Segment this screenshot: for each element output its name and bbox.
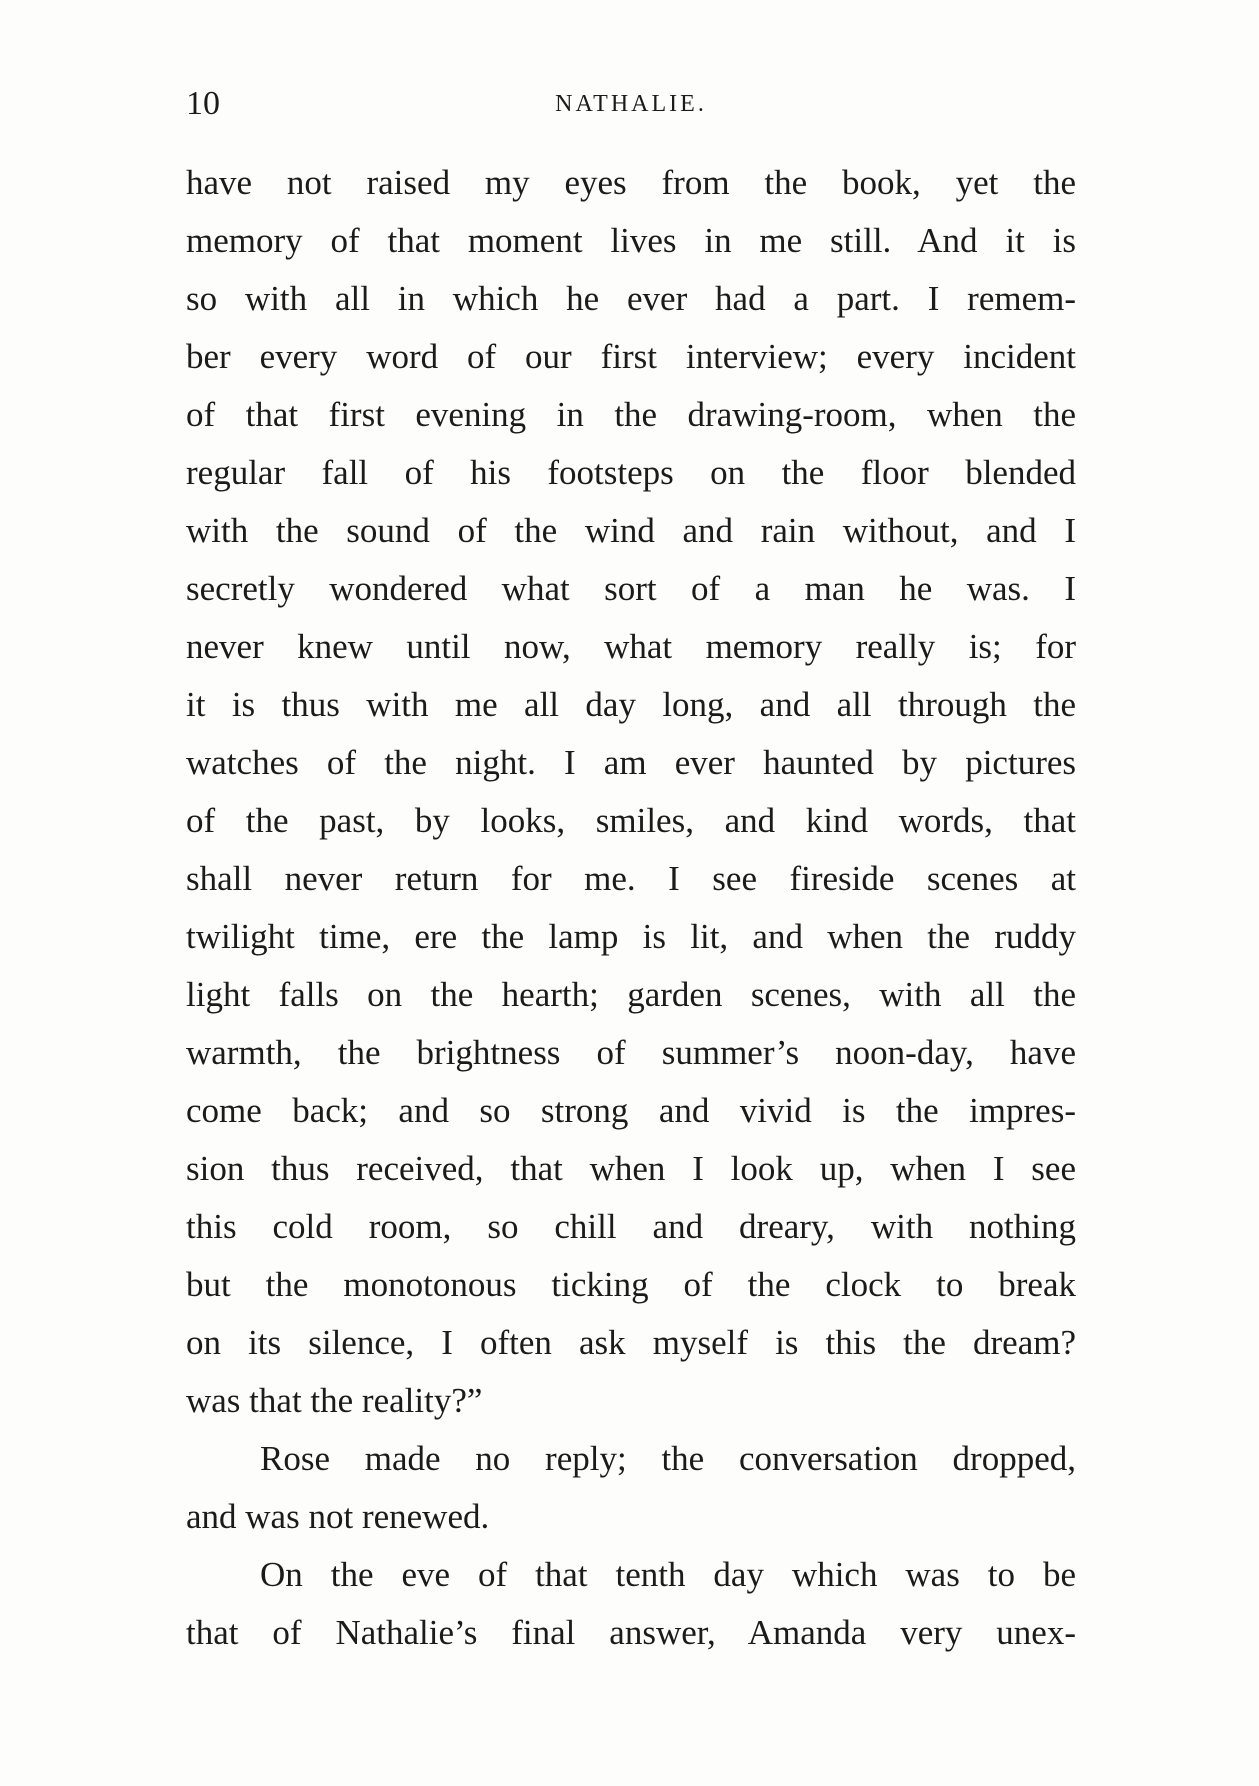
- text-line: On the eve of that tenth day which was to be: [260, 1555, 1076, 1594]
- text-line: warmth, the brightness of summer’s noon-day, have: [186, 1033, 1076, 1072]
- text-line: that of Nathalie’s final answer, Amanda very unex-: [186, 1613, 1076, 1652]
- text-line: was that the reality?”: [186, 1381, 483, 1420]
- text-line: sion thus received, that when I look up, when I see: [186, 1149, 1076, 1188]
- text-line: but the monotonous ticking of the clock to break: [186, 1265, 1076, 1304]
- text-line: secretly wondered what sort of a man he was. I: [186, 569, 1076, 608]
- text-line: have not raised my eyes from the book, yet the: [186, 163, 1076, 202]
- text-line: Rose made no reply; the conversation dropped,: [260, 1439, 1076, 1478]
- text-line: and was not renewed.: [186, 1497, 490, 1536]
- text-line: this cold room, so chill and dreary, with nothing: [186, 1207, 1076, 1246]
- text-line: light falls on the hearth; garden scenes, with all the: [186, 975, 1076, 1014]
- text-line: watches of the night. I am ever haunted by pictures: [186, 743, 1076, 782]
- text-line: of that first evening in the drawing-room, when the: [186, 395, 1076, 434]
- page-number: 10: [186, 85, 220, 122]
- text-line: twilight time, ere the lamp is lit, and when the ruddy: [186, 917, 1076, 956]
- text-line: shall never return for me. I see fireside scenes at: [186, 859, 1076, 898]
- text-line: so with all in which he ever had a part. I remem-: [186, 279, 1076, 318]
- text-line: memory of that moment lives in me still. And it is: [186, 221, 1076, 260]
- running-head: [186, 84, 1076, 124]
- text-line: on its silence, I often ask myself is this the dream?: [186, 1323, 1076, 1362]
- text-line: come back; and so strong and vivid is the impres-: [186, 1091, 1076, 1130]
- body-text: [186, 154, 1076, 1662]
- text-line: it is thus with me all day long, and all through the: [186, 685, 1076, 724]
- text-line: ber every word of our first interview; every incident: [186, 337, 1076, 376]
- text-line: regular fall of his footsteps on the floor blended: [186, 453, 1076, 492]
- running-title: NATHALIE.: [555, 91, 707, 117]
- text-line: of the past, by looks, smiles, and kind words, that: [186, 801, 1076, 840]
- text-line: with the sound of the wind and rain without, and I: [186, 511, 1076, 550]
- text-line: never knew until now, what memory really is; for: [186, 627, 1076, 666]
